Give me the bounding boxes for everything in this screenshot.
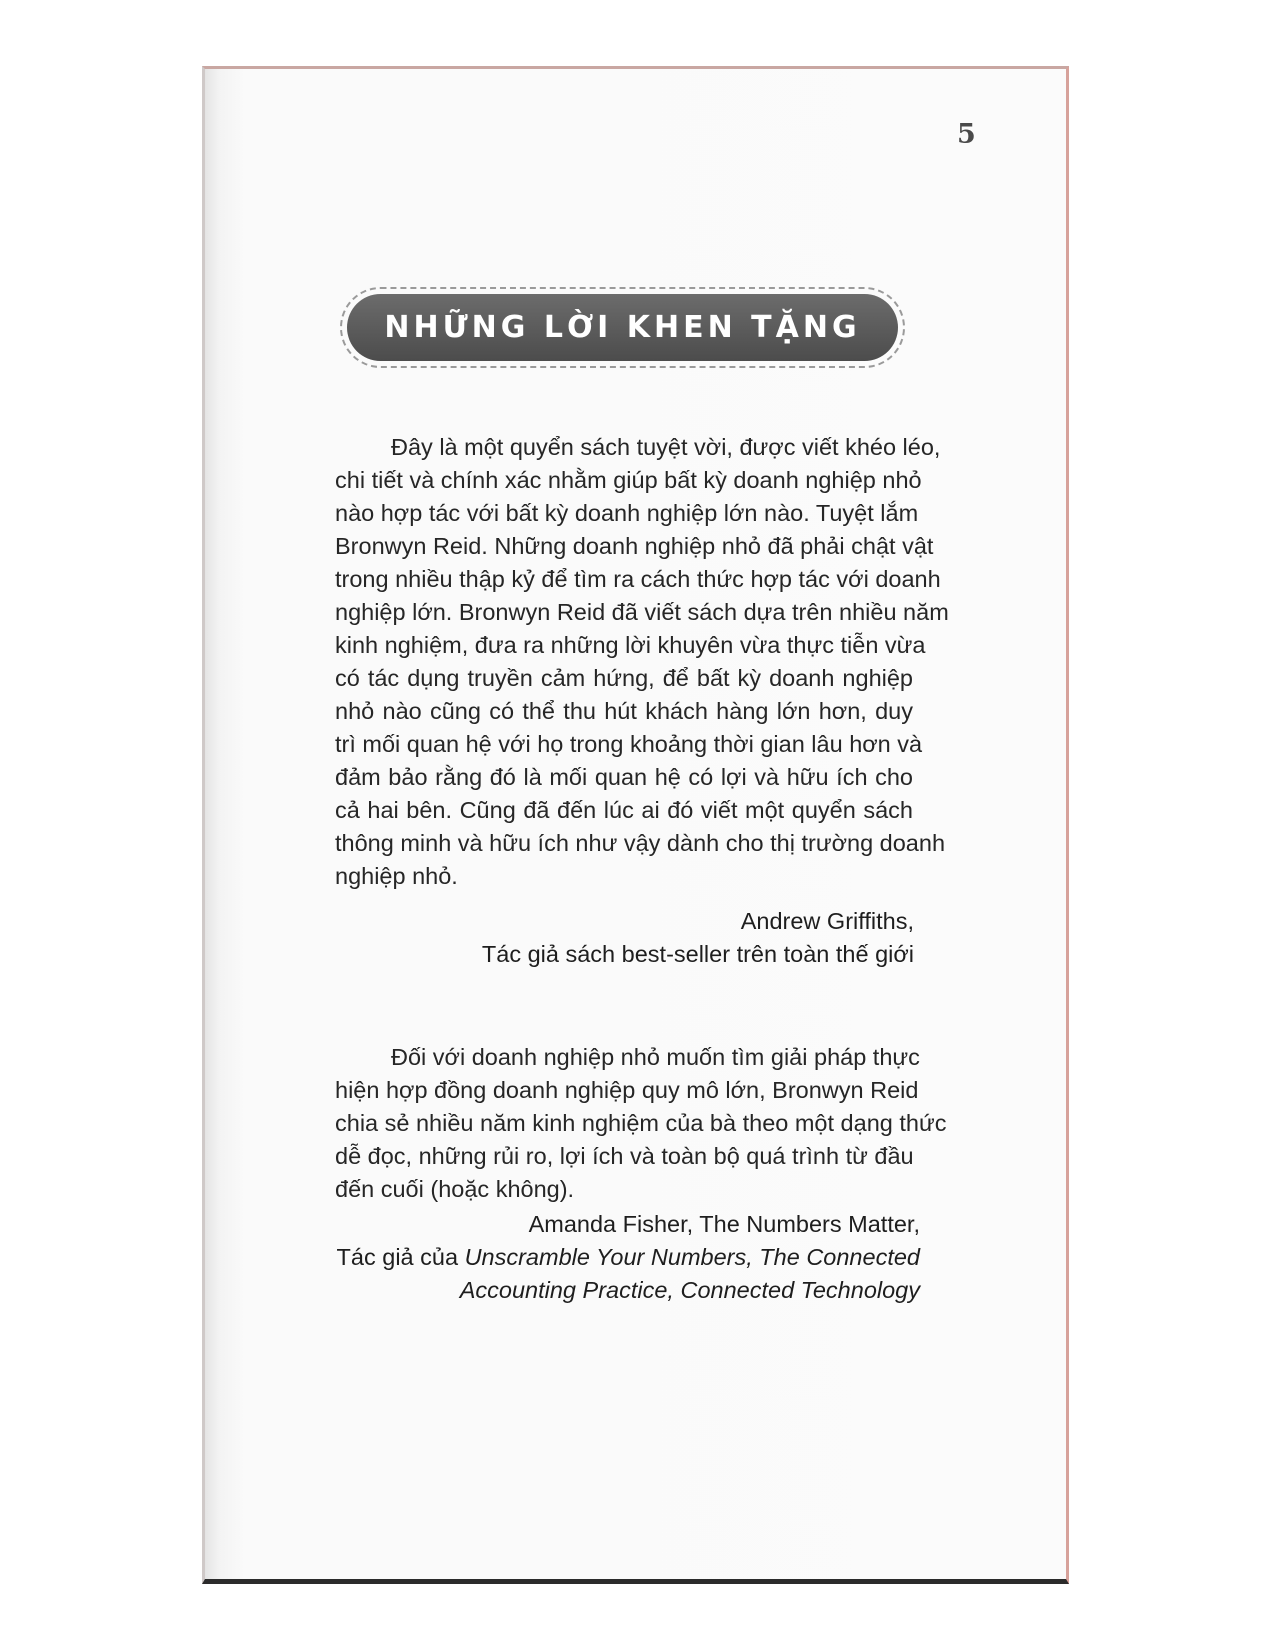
testimonial-line: Đây là một quyển sách tuyệt vời, được viết khéo léo, <box>391 434 941 460</box>
testimonial-2-author: Amanda Fisher, The Numbers Matter, <box>528 1211 920 1237</box>
testimonial-line: Bronwyn Reid. Những doanh nghiệp nhỏ đã phải chật vật <box>335 533 934 559</box>
testimonial-2-role-line-1 <box>337 1241 920 1274</box>
testimonial-line: nghiệp nhỏ. <box>335 863 458 889</box>
testimonial-line: hiện hợp đồng doanh nghiệp quy mô lớn, Bronwyn Reid <box>335 1077 919 1103</box>
testimonial-line: chi tiết và chính xác nhằm giúp bất kỳ doanh nghiệp nhỏ <box>335 467 922 493</box>
testimonial-line: thông minh và hữu ích như vậy dành cho thị trường doanh <box>335 830 946 856</box>
section-heading-banner <box>340 287 905 368</box>
testimonial-1-text <box>335 431 949 893</box>
book-page <box>202 66 1069 1584</box>
section-heading: NHỮNG LỜI KHEN TẶNG <box>384 310 861 345</box>
testimonial-line: kinh nghiệm, đưa ra những lời khuyên vừa thực tiễn vừa <box>335 632 926 658</box>
testimonial-2-book-titles-2: Accounting Practice, Connected Technology <box>459 1277 920 1303</box>
testimonial-line: cả hai bên. Cũng đã đến lúc ai đó viết một quyển sách <box>335 797 913 823</box>
testimonial-line: trì mối quan hệ với họ trong khoảng thời gian lâu hơn và <box>335 731 923 757</box>
testimonial-1-role: Tác giả sách best-seller trên toàn thế giới <box>481 941 914 967</box>
page-number: 5 <box>957 119 976 150</box>
testimonial-line: dễ đọc, những rủi ro, lợi ích và toàn bộ quá trình từ đầu <box>335 1143 914 1169</box>
testimonial-line: chia sẻ nhiều năm kinh nghiệm của bà theo một dạng thức <box>335 1110 947 1136</box>
section-heading-pill <box>347 294 898 361</box>
testimonial-2-book-titles-1: Unscramble Your Numbers, The Connected <box>464 1244 920 1270</box>
testimonial-line: trong nhiều thập kỷ để tìm ra cách thức hợp tác với doanh <box>335 566 941 592</box>
testimonial-1-author: Andrew Griffiths, <box>740 908 914 934</box>
testimonial-line: nghiệp lớn. Bronwyn Reid đã viết sách dựa trên nhiều năm <box>335 599 949 625</box>
testimonial-line: có tác dụng truyền cảm hứng, để bất kỳ doanh nghiệp <box>335 665 913 691</box>
testimonial-line: nào hợp tác với bất kỳ doanh nghiệp lớn nào. Tuyệt lắm <box>335 500 919 526</box>
testimonial-line: đảm bảo rằng đó là mối quan hệ có lợi và hữu ích cho <box>335 764 913 790</box>
testimonial-1-credit <box>482 905 914 971</box>
testimonial-line: đến cuối (hoặc không). <box>335 1176 575 1202</box>
testimonial-line: Đối với doanh nghiệp nhỏ muốn tìm giải pháp thực <box>391 1044 920 1070</box>
testimonial-line: nhỏ nào cũng có thể thu hút khách hàng lớn hơn, duy <box>335 698 913 724</box>
testimonial-2-credit <box>337 1208 920 1307</box>
testimonial-2-role-line-2 <box>337 1274 920 1307</box>
testimonial-2-text <box>335 1041 947 1206</box>
testimonial-2-role-prefix: Tác giả của <box>336 1244 465 1270</box>
